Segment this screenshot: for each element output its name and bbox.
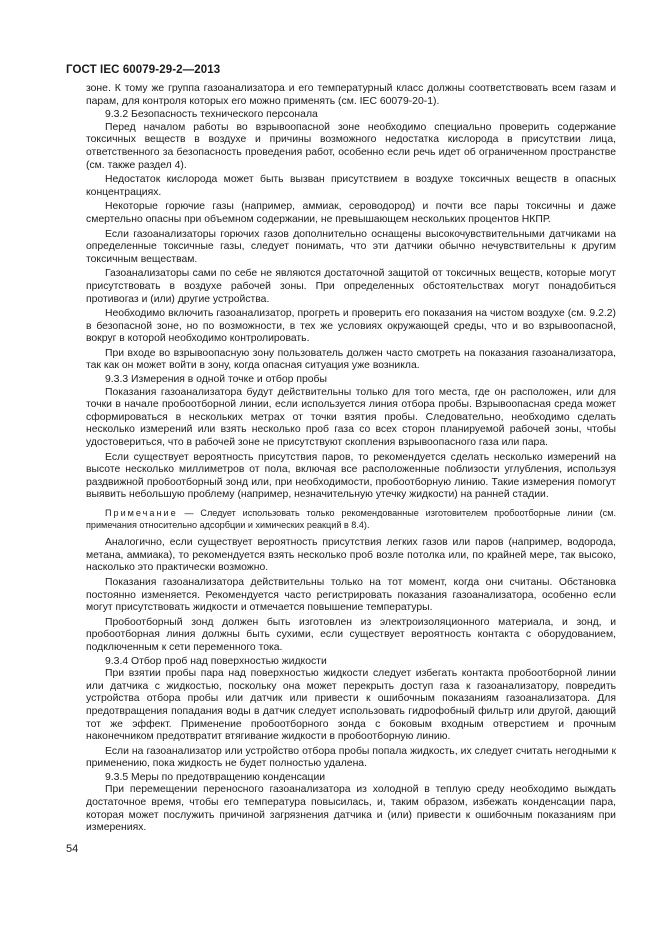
page-number: 54 (66, 843, 79, 855)
paragraph: При перемещении переносного газоанализатора из холодной в теплую среду необходимо выждать достаточное время, чтобы его температура повысилась, и, таким образом, избежать конденсации пара, которая может послужить причиной загрязнения датчика и (или) привести к ошибочным показаниям при измерениях. (86, 784, 616, 834)
paragraph: зоне. К тому же группа газоанализатора и его температурный класс должны соответствовать всем газам и парам, для контроля которых его можно применять (см. IEC 60079-20-1). (86, 83, 616, 107)
paragraph: Газоанализаторы сами по себе не являются достаточной защитой от токсичных веществ, которые могут присутствовать в воздухе рабочей зоны. При определенных обстоятельствах могут понадобиться противогаз и (или) другие устройства. (86, 268, 616, 305)
paragraph: Перед началом работы во взрывоопасной зоне необходимо специально проверить содержание токсичных веществ в воздухе и причины возможного недостатка кислорода в присутствии лица, ответственного за безопасность проведения работ, особенно если речь идет об ограниченном пространстве (см. также раздел 4). (86, 121, 616, 171)
paragraph: Недостаток кислорода может быть вызван присутствием в воздухе токсичных веществ в опасных концентрациях. (86, 174, 616, 198)
paragraph: Необходимо включить газоанализатор, прогреть и проверить его показания на чистом воздухе (см. 9.2.2) в безопасной зоне, но по возможности, в тех же условиях окружающей среды, что и во взрывоопасной, вокруг в которой необходимо контролировать. (86, 308, 616, 345)
paragraph: Показания газоанализатора действительны только на тот момент, когда они считаны. Обстановка постоянно изменяется. Рекомендуется часто регистрировать показания газоанализатора, особенно если могут присутствовать жидкости и отмечается повышение температуры. (86, 576, 616, 614)
document-body (86, 83, 616, 835)
paragraph: Некоторые горючие газы (например, аммиак, сероводород) и почти все пары токсичны и даже смертельно опасны при объемном содержании, не превышающем нескольких процентов НКПР. (86, 201, 616, 225)
section-heading-9-3-4: 9.3.4 Отбор проб над поверхностью жидкости (105, 655, 327, 667)
note (86, 508, 616, 531)
paragraph: Показания газоанализатора будут действительны только для того места, где он расположен, или для точки в начале пробоотборной линии, если используется линия отбора пробы. Взрывоопасная среда может сформироваться в нескольких метрах от точки взятия пробы. Следовательно, необходимо сделать несколько измерений или взять несколько проб газа со всех сторон планируемой рабочей зоны, чтобы удостовериться, что в рабочей зоне не присутствуют скопления взрывоопасного газа или пара. (86, 386, 616, 449)
document-header: ГОСТ IEC 60079-29-2—2013 (66, 64, 221, 76)
section-heading-9-3-2: 9.3.2 Безопасность технического персонала (105, 109, 318, 121)
note-label: Примечание (105, 508, 178, 518)
paragraph: Если существует вероятность присутствия паров, то рекомендуется сделать несколько измерений на высоте несколько миллиметров от пола, включая все расположенные поблизости углубления, используя раздвижной пробоотборный зонд или, при необходимости, пробоотборную линию. Такие измерения помогут выявить небольшую проблему (например, незначительную утечку жидкости) на ранней стадии. (86, 451, 616, 501)
paragraph: При входе во взрывоопасную зону пользователь должен часто смотреть на показания газоанализатора, так как он может войти в зону, когда опасная ситуация уже возникла. (86, 347, 616, 372)
paragraph: При взятии пробы пара над поверхностью жидкости следует избегать контакта пробоотборной линии или датчика с жидкостью, поскольку она может перекрыть доступ газа к газоанализатору, повредить устройства отбора пробы или датчик или привести к ошибочным показаниям газоанализатора. Для предотвращения попадания воды в датчик следует использовать гидрофобный фильтр или другой, дающий тот же эффект. Применение пробоотборного зонда с боковым входным отверстием и прочным наконечником предотвратит втягивание жидкости в пробоотборную линию. (86, 668, 616, 743)
paragraph: Аналогично, если существует вероятность присутствия легких газов или паров (например, водорода, метана, аммиака), то рекомендуется взять несколько проб возле потолка или, по крайней мере, так высоко, насколько это практически возможно. (86, 537, 616, 574)
section-heading-9-3-3: 9.3.3 Измерения в одной точке и отбор пробы (105, 374, 327, 386)
paragraph: Если на газоанализатор или устройство отбора пробы попала жидкость, их следует считать негодными к применению, пока жидкость не будет полностью удалена. (86, 745, 616, 770)
paragraph: Пробоотборный зонд должен быть изготовлен из электроизоляционного материала, и зонд, и пробоотборная линия должны быть сухими, если существует вероятность контакта с оборудованием, подключенным к сети переменного тока. (86, 616, 616, 653)
paragraph: Если газоанализаторы горючих газов дополнительно оснащены высокочувствительными датчиками на определенные токсичные газы, следует понимать, что эти датчики обычно нечувствительны к другим токсичным веществам. (86, 228, 616, 265)
section-heading-9-3-5: 9.3.5 Меры по предотвращению конденсации (105, 771, 326, 783)
note-text: — Следует использовать только рекомендованные изготовителем пробоотборные линии (см. примечания относительно адсорбции и химических реакций в 8.4). (86, 508, 616, 530)
